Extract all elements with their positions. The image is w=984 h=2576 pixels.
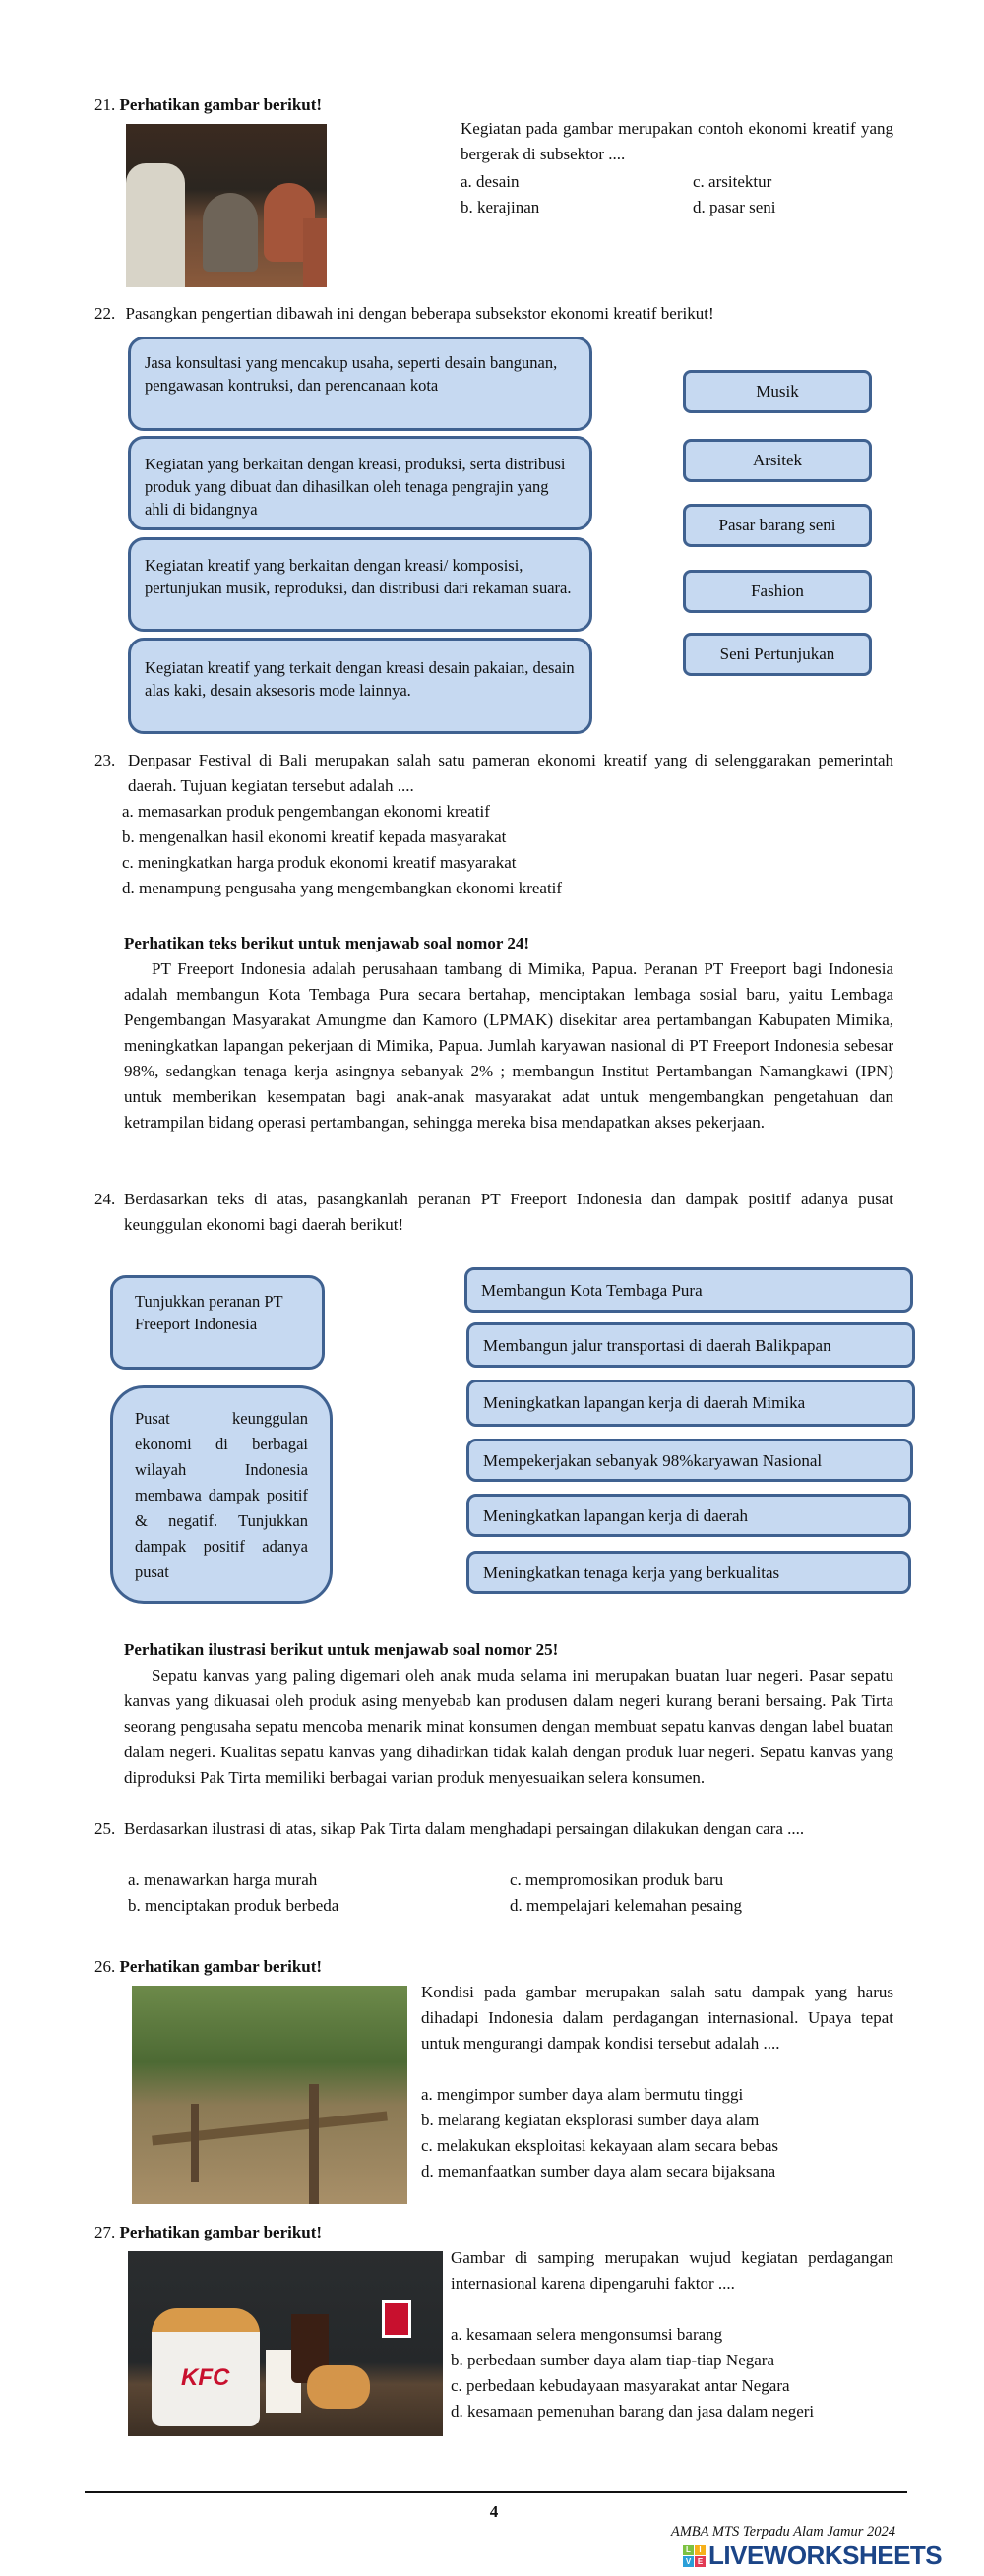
q26-heading: Perhatikan gambar berikut! [119,1957,323,1976]
q25-options [128,1868,895,1919]
reading25-heading: Perhatikan ilustrasi berikut untuk menjawab soal nomor 25! [124,1640,559,1659]
q22-answer-seni-pertunjukan[interactable]: Seni Pertunjukan [683,633,872,676]
q22-number: 22. [94,304,116,323]
q26-deforestation-image [132,1986,407,2204]
q24-prompt-impact-text: Pusat keunggulan ekonomi di berbagai wilayah Indonesia membawa dampak positif & negatif. Tunjukkan dampak positif adanya pusat [135,1409,308,1581]
liveworksheets-logo[interactable] [683,2541,942,2570]
q27-question: Gambar di samping merupakan wujud kegiatan perdagangan internasional karena dipengaruhi faktor .... [451,2248,893,2293]
q21-heading: Perhatikan gambar berikut! [119,95,323,114]
q24-answer-5[interactable]: Meningkatkan lapangan kerja di daerah [466,1494,911,1537]
q25-question: Berdasarkan ilustrasi di atas, sikap Pak Tirta dalam menghadapi persaingan dilakukan dengan cara .... [124,1819,805,1838]
q22-definition-text: Jasa konsultasi yang mencakup usaha, seperti desain bangunan, pengawasan kontruksi, dan perencanaan kota [145,353,558,395]
q21-question: Kegiatan pada gambar merupakan contoh ekonomi kreatif yang bergerak di subsektor .... [461,119,893,163]
q22-answer-pasar-barang-seni[interactable]: Pasar barang seni [683,504,872,547]
liveworksheets-brand-text: LIVEWORKSHEETS [708,2541,943,2570]
q21-option-c[interactable]: c. arsitektur [693,172,772,191]
q24-answer-4[interactable]: Mempekerjakan sebanyak 98%karyawan Nasional [466,1439,913,1482]
page-number: 4 [489,2502,499,2521]
q26-options [421,2082,893,2184]
q26-question: Kondisi pada gambar merupakan salah satu dampak yang harus dihadapi Indonesia dalam perdagangan internasional. Upaya tepat untuk mengurangi dampak kondisi tersebut adalah .... [421,1983,893,2053]
q24-answer-1[interactable]: Membangun Kota Tembaga Pura [464,1267,913,1313]
reading24-heading: Perhatikan teks berikut untuk menjawab soal nomor 24! [124,934,529,952]
q24-question: Berdasarkan teks di atas, pasangkanlah peranan PT Freeport Indonesia dan dampak positif adanya pusat keunggulan ekonomi bagi daerah berikut! [124,1190,893,1234]
q23-number: 23. [94,751,116,769]
craftsman-figure [126,163,185,287]
q25-option-c[interactable]: c. mempromosikan produk baru [510,1871,724,1889]
q26-option-d[interactable]: d. memanfaatkan sumber daya alam secara bijaksana [421,2162,776,2180]
q26-number: 26. [94,1957,116,1976]
q22-definition-text: Kegiatan yang berkaitan dengan kreasi, produksi, serta distribusi produk yang dibuat dan dihasilkan oleh tenaga pengrajin yang ahli di bidangnya [145,455,566,519]
q27-options [451,2322,903,2424]
q23-option-b[interactable]: b. mengenalkan hasil ekonomi kreatif kepada masyarakat [122,828,507,846]
q25-option-b[interactable]: b. menciptakan produk berbeda [128,1896,339,1915]
q23-question: Denpasar Festival di Bali merupakan salah satu pameran ekonomi kreatif yang di selenggarakan pemerintah daerah. Tujuan kegiatan tersebut adalah .... [128,751,893,795]
stacked-plates [303,218,327,287]
liveworksheets-tile-icon: L I V E [683,2545,706,2567]
q21-option-a[interactable]: a. desain [461,172,520,191]
q21-header [94,92,322,118]
q24-answer-2[interactable]: Membangun jalur transportasi di daerah Balikpapan [466,1322,915,1368]
footer-divider [85,2491,907,2493]
q24-prompt-impact [110,1385,333,1604]
q21-number: 21. [94,95,116,114]
q21-option-d[interactable]: d. pasar seni [693,198,776,216]
q24-answer-3[interactable]: Meningkatkan lapangan kerja di daerah Mimika [466,1380,915,1427]
q22-instruction: Pasangkan pengertian dibawah ini dengan beberapa subsekstor ekonomi kreatif berikut! [125,304,714,323]
q25-option-a[interactable]: a. menawarkan harga murah [128,1871,318,1889]
reading25-paragraph: Sepatu kanvas yang paling digemari oleh anak muda selama ini merupakan buatan luar negeri. Pasar sepatu kanvas yang dikuasai oleh produk asing menyebab kan produsen dalam negeri kurang berani bersaing. Pak Tirta seorang pengusaha sepatu mencoba menarik minat konsumen dengan membuat sepatu kanvas dengan label buatan dalam negeri. Kualitas sepatu kanvas yang dihadirkan tidak kalah dengan produk luar negeri. Sepatu kanvas yang diproduksi Pak Tirta memiliki berbagai varian produk menyesuaikan selera konsumen. [124,1666,893,1787]
q21-pottery-image [126,124,327,287]
q24-number: 24. [94,1190,116,1208]
q22-definition-text: Kegiatan kreatif yang terkait dengan kreasi desain pakaian, desain alas kaki, desain aksesoris mode lainnya. [145,658,575,700]
q25-question-row [94,1816,893,1842]
kfc-logo-icon [382,2300,411,2338]
q22-definition-text: Kegiatan kreatif yang berkaitan dengan kreasi/ komposisi, pertunjukan musik, reproduksi, dan distribusi dari rekaman suara. [145,556,572,597]
q23-block [94,748,893,901]
q26-option-b[interactable]: b. melarang kegiatan eksplorasi sumber daya alam [421,2111,760,2129]
q27-option-d[interactable]: d. kesamaan pemenuhan barang dan jasa dalam negeri [451,2402,815,2421]
q26-option-c[interactable]: c. melakukan eksploitasi kekayaan alam secara bebas [421,2136,778,2155]
clay-pot [203,193,258,272]
kfc-bucket-label: KFC [181,2364,230,2391]
q26-header [94,1954,322,1980]
q22-definition-box-4[interactable] [128,638,592,734]
q23-option-a[interactable]: a. memasarkan produk pengembangan ekonomi kreatif [122,802,490,821]
q22-answer-musik[interactable]: Musik [683,370,872,413]
q24-answer-6[interactable]: Meningkatkan tenaga kerja yang berkualitas [466,1551,911,1594]
q27-option-a[interactable]: a. kesamaan selera mengonsumsi barang [451,2325,723,2344]
q22-answer-fashion[interactable]: Fashion [683,570,872,613]
q23-option-c[interactable]: c. meningkatkan harga produk ekonomi kreatif masyarakat [122,853,517,872]
q21-option-b[interactable]: b. kerajinan [461,198,540,216]
kfc-bucket [152,2332,260,2426]
q22-header [94,301,714,327]
q23-option-d[interactable]: d. menampung pengusaha yang mengembangkan ekonomi kreatif [122,879,563,897]
q27-option-b[interactable]: b. perbedaan sumber daya alam tiap-tiap Negara [451,2351,774,2369]
reading24-paragraph: PT Freeport Indonesia adalah perusahaan tambang di Mimika, Papua. Peranan PT Freeport bagi Indonesia adalah membangun Kota Tembaga Pura secara bertahap, menciptakan lembaga sosial baru, yaitu Lembaga Pengembangan Masyarakat Amungme dan Kamoro (LPMAK) disekitar area pertambangan Kabupaten Mimika, meningkatkan lapangan pekerjaan di Mimika, Papua. Jumlah karyawan nasional di PT Freeport Indonesia sebesar 98%, sedangkan tenaga kerja asingnya sebanyak 2% ; membangun Institut Pertambangan Namangkawi (IPN) untuk memberikan kesempatan bagi anak-anak masyarakat adat untuk mengembangkan pengetahuan dan ketrampilan bidang operasi pertambangan, sehingga mereka bisa mendapatkan akses pekerjaan. [124,959,893,1132]
q27-heading: Perhatikan gambar berikut! [119,2223,323,2241]
q25-option-d[interactable]: d. mempelajari kelemahan pesaing [510,1896,743,1915]
q24-block [94,1187,893,1238]
tree-stump [191,2104,199,2182]
q22-definition-box-1[interactable] [128,337,592,431]
q22-definition-box-3[interactable] [128,537,592,632]
q22-definition-box-2[interactable] [128,436,592,530]
q27-number: 27. [94,2223,116,2241]
q27-option-c[interactable]: c. perbedaan kebudayaan masyarakat antar Negara [451,2376,790,2395]
tree-stump [309,2084,319,2204]
q24-prompt-roles [110,1275,325,1370]
fallen-log [152,2111,388,2145]
q27-header [94,2220,322,2245]
chicken-pieces [152,2308,260,2334]
fried-chicken [307,2365,370,2409]
q22-answer-arsitek[interactable]: Arsitek [683,439,872,482]
q26-option-a[interactable]: a. mengimpor sumber daya alam bermutu tinggi [421,2085,744,2104]
q21-options [461,169,893,220]
footer-credit: AMBA MTS Terpadu Alam Jamur 2024 [670,2524,895,2540]
q25-number: 25. [94,1819,116,1838]
q27-kfc-image [128,2251,443,2436]
q24-prompt-roles-text: Tunjukkan peranan PT Freeport Indonesia [135,1292,283,1333]
